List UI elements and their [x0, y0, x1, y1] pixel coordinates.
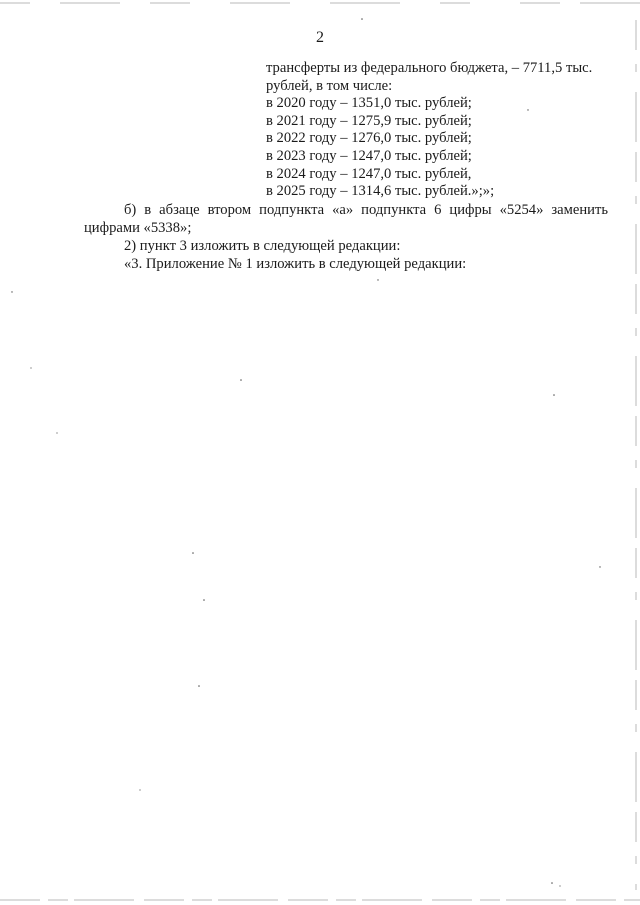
transfers-line-2: рублей, в том числе: [266, 77, 393, 94]
transfers-block [266, 60, 616, 201]
paragraph-b: б) в абзаце втором подпункта «а» подпункта 6 цифры «5254» заменить цифрами «5338»; [84, 202, 608, 236]
year-line-2023: в 2023 году – 1247,0 тыс. рублей; [266, 147, 472, 164]
paragraph-item-3: «3. Приложение № 1 изложить в следующей редакции: [124, 256, 467, 272]
year-line-2020: в 2020 году – 1351,0 тыс. рублей; [266, 95, 472, 112]
paragraph-item-2: 2) пункт 3 изложить в следующей редакции: [124, 238, 401, 254]
year-line-2021: в 2021 году – 1275,9 тыс. рублей; [266, 112, 472, 129]
page-number: 2 [316, 29, 324, 46]
year-line-2025: в 2025 году – 1314,6 тыс. рублей.»;»; [266, 183, 495, 200]
year-line-2024: в 2024 году – 1247,0 тыс. рублей, [266, 165, 472, 182]
year-line-2022: в 2022 году – 1276,0 тыс. рублей; [266, 130, 472, 147]
transfers-line-1: трансферты из федерального бюджета, – 7711,5 тыс. [266, 60, 593, 76]
